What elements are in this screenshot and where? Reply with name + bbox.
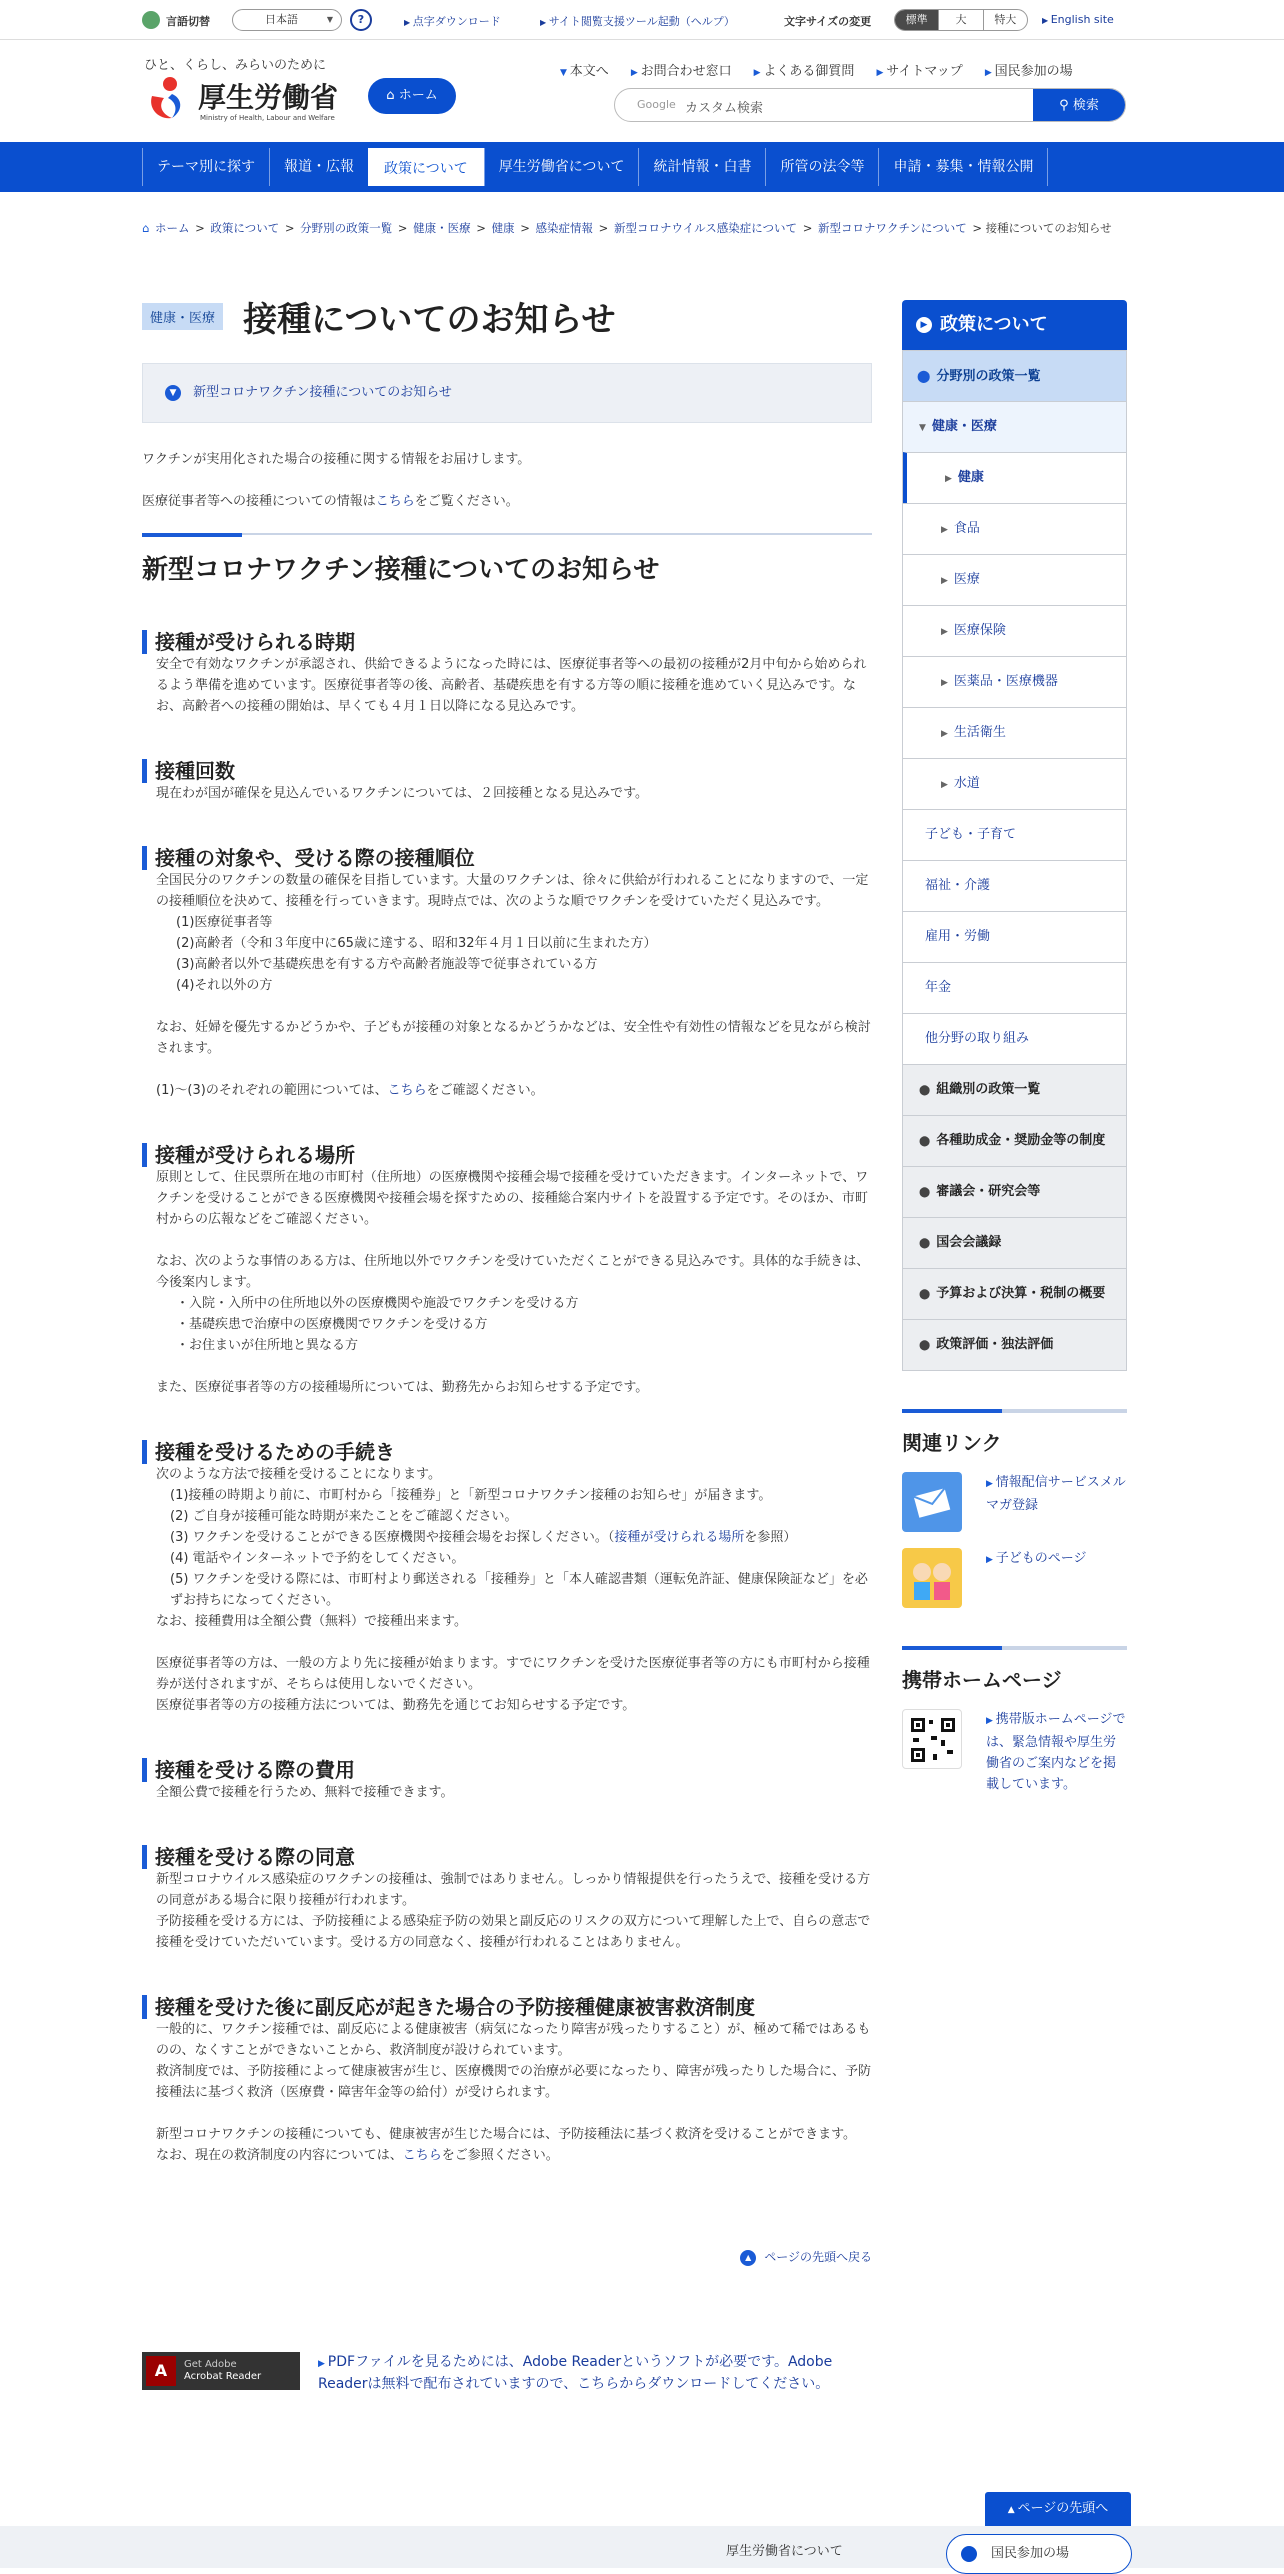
list-item: (4) 電話やインターネットで予約をしてください。 [170, 1551, 465, 1566]
sidebar-item-label: 生活衛生 [953, 725, 1006, 740]
sidebar-item[interactable] [903, 1217, 1126, 1268]
subsection-heading: 接種を受ける際の費用 [142, 1758, 872, 1782]
paragraph: 一般的に、ワクチン接種では、副反応による健康被害（病気になったり障害が残ったりすること）が、極めて稀ではあるものの、なくすことができないことから、救済制度が設けられています。 [156, 2022, 871, 2058]
gnav-applications[interactable]: 申請・募集・情報公開 [878, 148, 1048, 186]
breadcrumb-link[interactable]: 健康・医療 [413, 221, 471, 235]
sidebar-item-label: 健康 [957, 470, 984, 485]
chevron-down-icon: ▼ [919, 423, 926, 433]
sidebar-heading[interactable]: ▶ 政策について [902, 300, 1127, 350]
intro-text-2: 医療従事者等への接種についての情報はこちらをご覧ください。 [142, 494, 519, 509]
range-link[interactable]: こちら [387, 1083, 427, 1098]
sidebar-item[interactable] [903, 1268, 1126, 1319]
sidebar-item-label: 医療保険 [953, 623, 1006, 638]
list-item: (2) ご自身が接種可能な時期が来たことをご確認ください。 [170, 1509, 518, 1524]
subsection-heading: 接種回数 [142, 759, 872, 783]
sidebar-item-label: 医薬品・医療機器 [953, 674, 1058, 689]
sidebar-item-label: 医療 [953, 572, 980, 587]
sidebar-item[interactable] [903, 1115, 1126, 1166]
anchor-link[interactable]: 新型コロナワクチン接種についてのお知らせ [193, 385, 452, 400]
subsection-body [142, 1167, 872, 1398]
list-item: (3)高齢者以外で基礎疾患を有する方や高齢者施設等で従事されている方 [176, 957, 598, 972]
subsection-body [142, 1782, 872, 1803]
section-heading: 新型コロナワクチン接種についてのお知らせ [142, 533, 872, 586]
home-icon: ⌂ [386, 88, 399, 103]
logo-title: 厚生労働省 [198, 81, 339, 114]
related-link-mailmagazine[interactable]: ▶ 情報配信サービスメルマガ登録 [902, 1472, 1127, 1532]
sidebar-item-label: 健康・医療 [931, 419, 997, 434]
chevron-right-icon: ⬤ [919, 1238, 931, 1249]
relief-link[interactable]: こちら [402, 2148, 442, 2163]
sidebar-item-label: 政策評価・独法評価 [936, 1337, 1054, 1352]
chevron-right-icon: ▶ [945, 474, 952, 484]
chevron-right-icon: ▶ [941, 627, 948, 637]
sidebar-menu [902, 350, 1127, 1371]
list-item: (5) ワクチンを受ける際には、市町村より郵送される「接種券」と「本人確認書類（運転免許証、健康保険証など」を必ずお持ちになってください。 [170, 1572, 868, 1608]
intro [142, 449, 872, 513]
paragraph: 新型コロナウイルス感染症のワクチンの接種は、強制ではありません。しっかり情報提供を行ったうえで、接種を受ける方の同意がある場合に限り接種が行われます。 [156, 1872, 871, 1908]
chevron-down-icon: ▼ [165, 385, 181, 401]
page-title: 接種についてのお知らせ [243, 300, 616, 340]
chevron-right-icon [961, 2546, 977, 2562]
sidebar-item-label: 食品 [953, 521, 980, 536]
site-logo[interactable] [142, 74, 382, 124]
paragraph: なお、接種費用は全額公費（無料）で接種出来ます。 [156, 1614, 467, 1629]
chevron-right-icon: ▶ [941, 729, 948, 739]
browse-tool-link[interactable]: ▶ サイト閲覧支援ツール起動（ヘルプ） [540, 15, 735, 28]
gnav-statistics[interactable]: 統計情報・白書 [638, 148, 765, 186]
subsection-heading: 接種が受けられる場所 [142, 1143, 872, 1167]
chevron-right-icon: ▶ [941, 576, 948, 586]
subsection-body [142, 783, 872, 804]
page-top-button[interactable]: ▲ ページの先頭へ [985, 2492, 1131, 2526]
list-item: (2)高齢者（令和３年度中に65歳に達する、昭和32年４月１日以前に生まれた方） [176, 936, 657, 951]
sidebar-item-label: 雇用・労働 [925, 929, 991, 944]
list-item: (1)接種の時期より前に、市町村から「接種券」と「新型コロナワクチン接種のお知らせ」が届きます。 [170, 1488, 772, 1503]
gnav-laws[interactable]: 所管の法令等 [765, 148, 878, 186]
language-select[interactable] [232, 9, 342, 31]
search-form [614, 88, 1126, 122]
globe-icon [142, 11, 160, 29]
braille-download-link[interactable]: ▶ 点字ダウンロード [404, 15, 501, 28]
sidebar-item-label: 分野別の政策一覧 [936, 369, 1041, 384]
anchor-nav [142, 363, 872, 423]
font-size-normal-button[interactable]: 標準 [895, 10, 938, 30]
sidebar-item-label: 年金 [925, 980, 952, 995]
paragraph: また、医療従事者等の方の接種場所については、勤務先からお知らせする予定です。 [156, 1380, 649, 1395]
language-select-value: 日本語 [265, 13, 298, 26]
header-links [560, 60, 1073, 79]
paragraph: 医療従事者等の方の接種方法については、勤務先を通じてお知らせする予定です。 [156, 1698, 636, 1713]
site-header [142, 40, 1142, 142]
paragraph: 全額公費で接種を行うため、無料で接種できます。 [156, 1785, 454, 1800]
category-tag: 健康・医療 [142, 303, 223, 330]
chevron-down-icon: ▼ [326, 15, 333, 24]
font-size-label: 文字サイズの変更 [784, 15, 872, 28]
sidebar-item-label: 各種助成金・奨励金等の制度 [936, 1132, 1106, 1148]
footer-link[interactable]: 厚生労働省について [726, 2544, 843, 2559]
header-link-participation[interactable]: ▶ 国民参加の場 [984, 64, 1073, 79]
subsection-body [142, 870, 872, 1101]
subsection-heading: 接種を受けるための手続き [142, 1440, 872, 1464]
breadcrumb-link[interactable]: 分野別の政策一覧 [300, 221, 393, 235]
search-google-label: Google [637, 98, 676, 111]
sidebar-item[interactable] [903, 758, 1126, 809]
sidebar-item-label: 他分野の取り組み [925, 1031, 1030, 1046]
gnav-about[interactable]: 厚生労働省について [484, 148, 639, 186]
subsection-body [142, 1464, 872, 1716]
breadcrumb-link[interactable]: 新型コロナウイルス感染症について [613, 221, 798, 235]
sidebar-item[interactable] [903, 809, 1126, 860]
breadcrumb-link[interactable]: 新型コロナワクチンについて [818, 221, 967, 235]
breadcrumb: ⌂ ホーム > 政策について > 分野別の政策一覧 > 健康・医療 > 健康 > 感染症情報 > 新型コロナウイルス感染症について > 新型コロナワクチンについて > 接種についてのお知らせ [142, 221, 1112, 235]
adobe-reader-notice [142, 2352, 872, 2394]
paragraph: 医療従事者等の方は、一般の方より先に接種が始まります。すでにワクチンを受けた医療従事者等の方にも市町村から接種券が送付されますが、そちらは使用しないでください。 [156, 1656, 870, 1692]
font-size-large-button[interactable]: 大 [938, 10, 982, 30]
language-switch-label: 言語切替 [166, 15, 210, 28]
place-link[interactable]: 接種が受けられる場所 [614, 1530, 745, 1545]
chevron-down-icon: ⬤ [917, 369, 931, 383]
related-links-heading: 関連リンク [902, 1409, 1127, 1456]
list-item: (4)それ以外の方 [176, 978, 273, 993]
help-icon[interactable]: ? [350, 9, 372, 31]
sidebar-item-label: 水道 [953, 776, 980, 791]
paragraph: 安全で有効なワクチンが承認され、供給できるようになった時には、医療従事者等への最初の接種が2月中旬から始められるよう準備を進めています。医療従事者等の後、高齢者、基礎疾患を有する方等の順に接種を進めていく見込みです。なお、高齢者への接種の開始は、早くても４月１日以降になる見込みです。 [156, 657, 867, 714]
sidebar-item-label: 審議会・研究会等 [936, 1184, 1041, 1199]
footer-participation-button[interactable]: 国民参加の場 [946, 2534, 1132, 2574]
back-to-top-link[interactable]: ▲ ページの先頭へ戻る [142, 2248, 872, 2266]
sidebar-item[interactable] [903, 962, 1126, 1013]
paragraph: 救済制度では、予防接種によって健康被害が生じ、医療機関での治療が必要になったり、障害が残ったりした場合に、予防接種法に基づく救済（医療費・障害年金等の給付）が受けられます。 [156, 2064, 872, 2100]
intro-text: ワクチンが実用化された場合の接種に関する情報をお届けします。 [142, 452, 531, 467]
search-icon: ⚲ [1059, 98, 1073, 113]
sidebar-item-label: 組織別の政策一覧 [936, 1082, 1041, 1097]
sidebar [902, 300, 1127, 1795]
sidebar-item[interactable] [903, 911, 1126, 962]
adobe-download-link[interactable]: ▶ PDFファイルを見るためには、Adobe Readerというソフトが必要です。Adobe Readerは無料で配布されていますので、こちらからダウンロードしてください。 [318, 2353, 833, 2392]
adobe-logo-icon: A [146, 2356, 176, 2386]
utility-bar [0, 0, 1284, 40]
mobile-heading: 携帯ホームページ [902, 1646, 1127, 1693]
paragraph: 全国民分のワクチンの数量の確保を目指しています。大量のワクチンは、徐々に供給が行われることになりますので、一定の接種順位を決めて、接種を行っていきます。現時点では、次のような順でワクチンを受けていただく見込みです。 [156, 873, 869, 909]
home-button[interactable]: ⌂ ホーム [368, 78, 456, 114]
sidebar-item[interactable] [903, 656, 1126, 707]
qr-code-icon [902, 1709, 962, 1769]
sidebar-item[interactable] [903, 554, 1126, 605]
list-item: ・お住まいが住所地と異なる方 [176, 1338, 359, 1353]
paragraph: 新型コロナワクチンの接種についても、健康被害が生じた場合には、予防接種法に基づく救済を受けることができます。 [156, 2127, 857, 2142]
breadcrumb-link[interactable]: 健康 [491, 221, 515, 235]
page-title-row [142, 292, 872, 341]
search-button[interactable]: ⚲ 検索 [1033, 89, 1125, 122]
subsection-body [142, 654, 872, 717]
sidebar-item-label: 国会会議録 [936, 1235, 1002, 1250]
mobile-site-link[interactable]: ▶ 携帯版ホームページでは、緊急情報や厚生労働省のご案内などを掲載しています。 [902, 1709, 1127, 1795]
paragraph: 予防接種を受ける方には、予防接種による感染症予防の効果と副反応のリスクの双方について理解した上で、自らの意志で接種を受けていただいています。受ける方の同意なく、接種が行われることはありません。 [156, 1914, 871, 1950]
font-size-xlarge-button[interactable]: 特大 [983, 10, 1027, 30]
sidebar-item[interactable] [903, 401, 1126, 452]
sidebar-item[interactable] [903, 1319, 1126, 1370]
list-item: (3) ワクチンを受けることができる医療機関や接種会場をお探しください。（接種が受けられる場所を参照） [170, 1530, 797, 1545]
header-link-sitemap[interactable]: ▶ サイトマップ [876, 64, 963, 79]
sidebar-item[interactable] [903, 1064, 1126, 1115]
list-item: (1)医療従事者等 [176, 915, 273, 930]
chevron-right-icon: ▶ [941, 780, 948, 790]
sidebar-item-label: 子ども・子育て [925, 827, 1017, 842]
breadcrumb-link[interactable]: 感染症情報 [535, 221, 594, 235]
subsection-heading: 接種の対象や、受ける際の接種順位 [142, 846, 872, 870]
footer [0, 2526, 1284, 2568]
list-item: ・入院・入所中の住所地以外の医療機関や施設でワクチンを受ける方 [176, 1296, 579, 1311]
children-icon [902, 1548, 962, 1608]
english-site-link[interactable]: ▶ English site [1042, 13, 1114, 26]
chevron-right-icon: ⬤ [919, 1187, 931, 1198]
chevron-right-icon: ⬤ [919, 1085, 931, 1096]
paragraph: 原則として、住民票所在地の市町村（住所地）の医療機関や接種会場で接種を受けていただきます。インターネットで、ワクチンを受けることができる医療機関や接種会場を探すための、接種総合案内サイトを設置する予定です。そのほか、市町村からの広報などをご確認ください。 [156, 1170, 869, 1227]
sidebar-item[interactable] [903, 503, 1126, 554]
adobe-reader-badge[interactable]: A Get Adobe Acrobat Reader [142, 2352, 300, 2390]
related-link-kids[interactable]: ▶ 子どものページ [902, 1548, 1127, 1608]
subsection-heading: 接種を受ける際の同意 [142, 1845, 872, 1869]
list-item: ・基礎疾患で治療中の医療機関でワクチンを受ける方 [176, 1317, 488, 1332]
header-link-contact[interactable]: ▶ お問合わせ窓口 [630, 64, 732, 79]
sidebar-item-label: 福祉・介護 [925, 878, 991, 893]
global-nav [0, 142, 1284, 192]
paragraph: なお、妊婦を優先するかどうかや、子どもが接種の対象となるかどうかなどは、安全性や有効性の情報などを見ながら検討されます。 [156, 1020, 871, 1056]
sidebar-item-label: 予算および決算・税制の概要 [936, 1285, 1106, 1301]
paragraph: 次のような方法で接種を受けることになります。 [156, 1467, 441, 1482]
mail-icon [902, 1472, 962, 1532]
sidebar-item[interactable] [903, 452, 1126, 503]
paragraph: 現在わが国が確保を見込んでいるワクチンについては、２回接種となる見込みです。 [156, 786, 649, 801]
header-link-faq[interactable]: ▶ よくある御質問 [753, 64, 855, 79]
subsection-heading: 接種を受けた後に副反応が起きた場合の予防接種健康被害救済制度 [142, 1995, 872, 2019]
subsection-heading: 接種が受けられる時期 [142, 630, 872, 654]
sidebar-item[interactable] [903, 1166, 1126, 1217]
sidebar-item[interactable] [903, 350, 1126, 401]
chevron-right-icon: ▶ [916, 317, 932, 333]
chevron-right-icon: ▶ [941, 525, 948, 535]
logo-subtitle: Ministry of Health, Labour and Welfare [200, 114, 335, 122]
paragraph: (1)～(3)のそれぞれの範囲については、こちらをご確認ください。 [156, 1083, 544, 1098]
gnav-theme[interactable]: テーマ別に探す [142, 148, 269, 186]
paragraph: なお、現在の救済制度の内容については、こちらをご参照ください。 [156, 2148, 559, 2163]
font-size-switch [894, 9, 1028, 31]
sidebar-item[interactable] [903, 1013, 1126, 1064]
header-link-skip[interactable]: ▼ 本文へ [560, 64, 609, 79]
search-input[interactable]: カスタム検索 [685, 101, 764, 116]
subsection-body [142, 2019, 872, 2166]
chevron-right-icon: ▶ [941, 678, 948, 688]
ministry-logo-icon [142, 74, 192, 124]
gnav-policy[interactable]: 政策について [368, 148, 484, 186]
tagline: ひと、くらし、みらいのために [144, 58, 327, 73]
sidebar-item[interactable] [903, 860, 1126, 911]
chevron-up-icon: ▲ [740, 2250, 756, 2266]
chevron-up-icon: ▲ [1007, 2505, 1018, 2515]
paragraph: なお、次のような事情のある方は、住所地以外でワクチンを受けていただくことができる見込みです。具体的な手続きは、今後案内します。 [156, 1254, 870, 1290]
breadcrumb-link[interactable]: ホーム [154, 221, 190, 235]
sidebar-item[interactable] [903, 605, 1126, 656]
home-icon: ⌂ [142, 221, 150, 235]
chevron-right-icon: ⬤ [919, 1289, 931, 1300]
breadcrumb-link[interactable]: 政策について [210, 221, 280, 235]
subsection-body [142, 1869, 872, 1953]
main-content [142, 292, 872, 2394]
sidebar-item[interactable] [903, 707, 1126, 758]
chevron-right-icon: ⬤ [919, 1136, 931, 1147]
chevron-right-icon: ⬤ [919, 1340, 931, 1351]
breadcrumb-current: 接種についてのお知らせ [985, 221, 1112, 235]
intro-link[interactable]: こちら [375, 494, 415, 509]
gnav-press[interactable]: 報道・広報 [269, 148, 368, 186]
